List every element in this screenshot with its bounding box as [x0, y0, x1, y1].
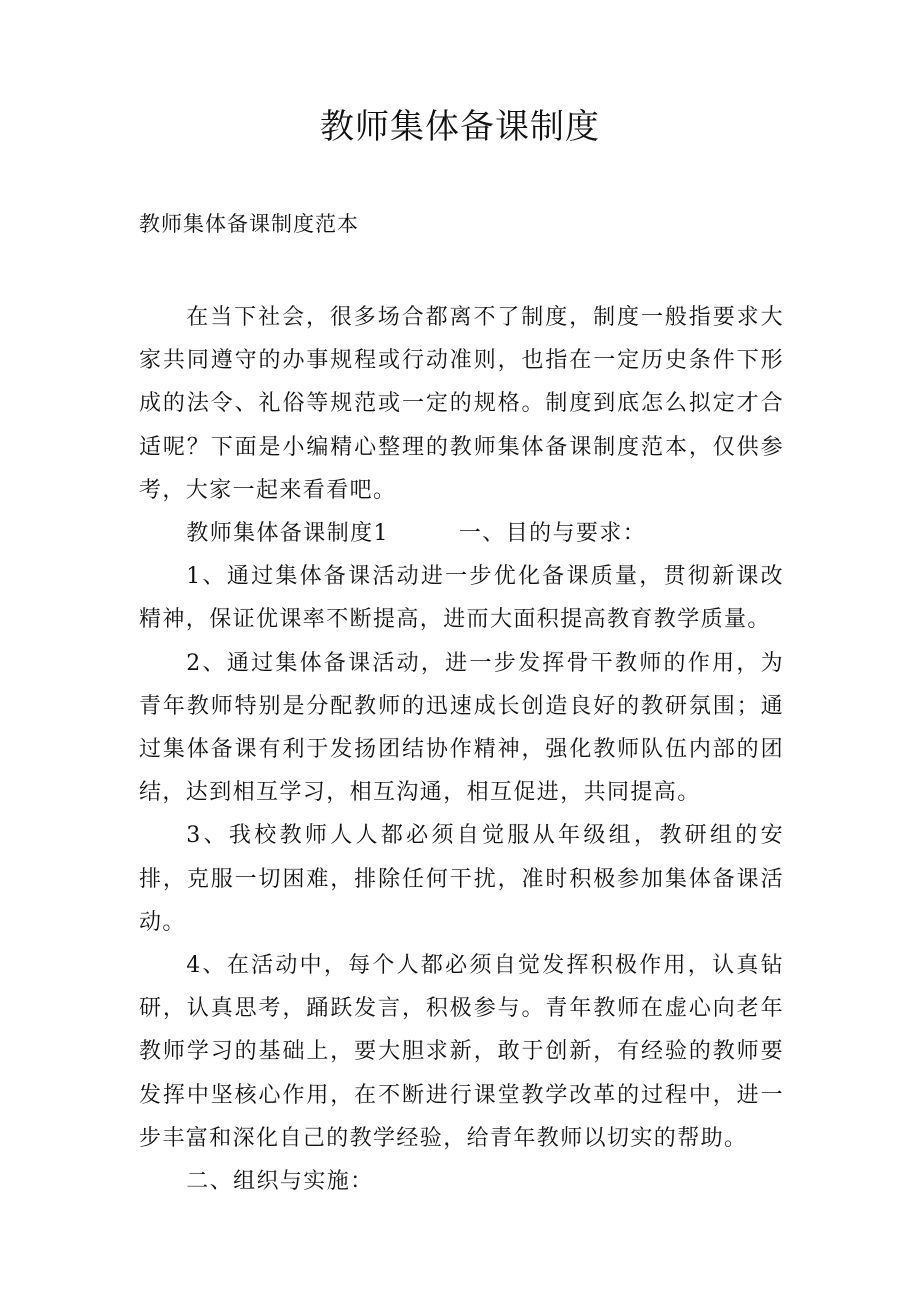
- section-2-heading: 二、组织与实施：: [186, 1169, 374, 1195]
- list-item: 1、通过集体备课活动进一步优化备课质量，贯彻新课改精神，保证优课率不断提高，进而大面积提高教育教学质量。: [139, 564, 784, 633]
- section-1-heading: 一、目的与要求：: [458, 521, 647, 547]
- document-body: [139, 296, 784, 1203]
- document-subtitle: 教师集体备课制度范本: [139, 212, 359, 236]
- section-1-heading-line: [139, 512, 784, 555]
- list-item: 2、通过集体备课活动，进一步发挥骨干教师的作用，为青年教师特别是分配教师的迅速成长创造良好的教研氛围；通过集体备课有利于发扬团结协作精神，强化教师队伍内部的团结，达到相互学习，相互沟通，相互促进，共同提高。: [139, 650, 784, 806]
- list-item: 3、我校教师人人都必须自觉服从年级组，教研组的安排，克服一切困难，排除任何干扰，准时积极参加集体备课活动。: [139, 823, 784, 935]
- intro-paragraph: 在当下社会，很多场合都离不了制度，制度一般指要求大家共同遵守的办事规程或行动准则，也指在一定历史条件下形成的法令、礼俗等规范或一定的规格。制度到底怎么拟定才合适呢？下面是小编精心整理的教师集体备课制度范本，仅供参考，大家一起来看看吧。: [139, 305, 784, 503]
- section-1-label: 教师集体备课制度1: [186, 521, 389, 547]
- document-title: 教师集体备课制度: [320, 107, 600, 147]
- list-item: 4、在活动中，每个人都必须自觉发挥积极作用，认真钻研，认真思考，踊跃发言，积极参与。青年教师在虚心向老年教师学习的基础上，要大胆求新，敢于创新，有经验的教师要发挥中坚核心作用，在不断进行课堂教学改革的过程中，进一步丰富和深化自己的教学经验，给青年教师以切实的帮助。: [139, 953, 784, 1151]
